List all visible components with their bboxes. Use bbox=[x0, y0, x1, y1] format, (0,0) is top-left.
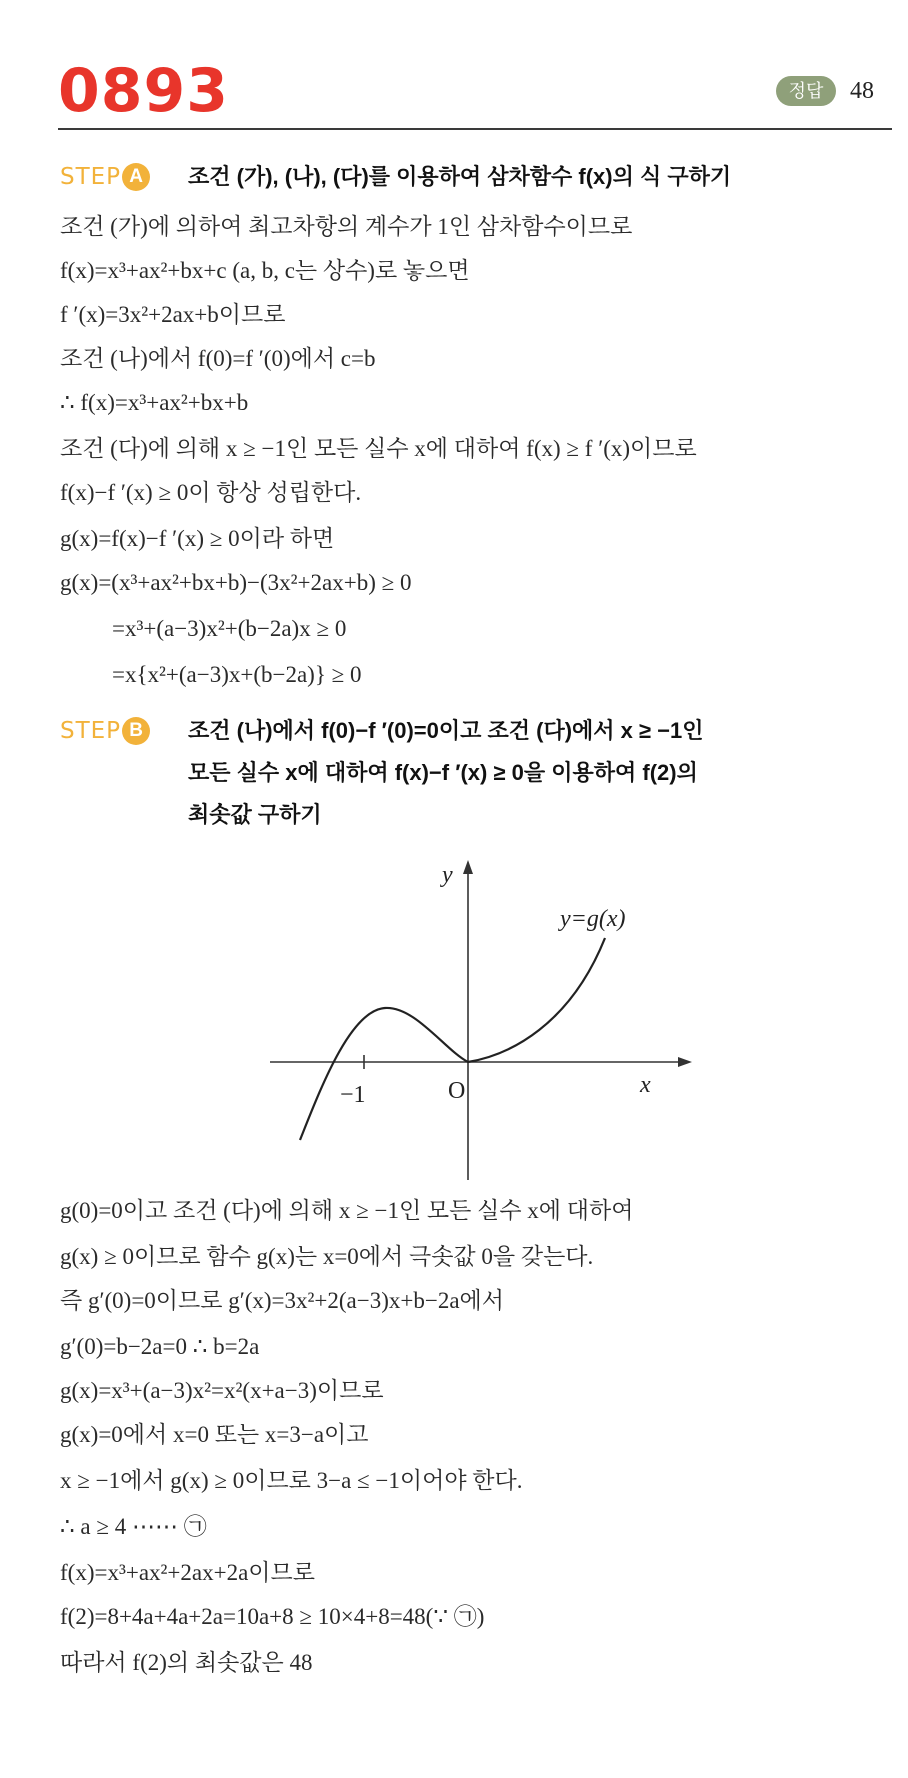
answer-badge: 정답 bbox=[776, 76, 836, 106]
step-a-title: 조건 (가), (나), (다)를 이용하여 삼차함수 f(x)의 식 구하기 bbox=[188, 164, 732, 189]
y-axis-label: y bbox=[442, 862, 453, 888]
step-b-label: STEP bbox=[60, 718, 122, 744]
step-b-line-11: 따라서 f(2)의 최솟값은 48 bbox=[60, 1650, 313, 1675]
step-a-line-2: f(x)=x³+ax²+bx+c (a, b, c는 상수)로 놓으면 bbox=[60, 258, 470, 283]
step-b-title-line-3: 최솟값 구하기 bbox=[188, 802, 322, 827]
step-a-label: STEP bbox=[60, 164, 122, 190]
step-a-line-10: =x³+(a−3)x²+(b−2a)x ≥ 0 bbox=[112, 616, 347, 641]
step-a-line-1: 조건 (가)에 의하여 최고차항의 계수가 1인 삼차함수이므로 bbox=[60, 214, 633, 239]
step-b-line-9: f(x)=x³+ax²+2ax+2a이므로 bbox=[60, 1560, 315, 1585]
step-a-line-9: g(x)=(x³+ax²+bx+b)−(3x²+2ax+b) ≥ 0 bbox=[60, 570, 412, 595]
step-b-badge-icon: B bbox=[122, 717, 150, 745]
step-b-line-4: g′(0)=b−2a=0 ∴ b=2a bbox=[60, 1334, 260, 1359]
step-a-line-6: 조건 (다)에 의해 x ≥ −1인 모든 실수 x에 대하여 f(x) ≥ f ′(x)이므로 bbox=[60, 436, 697, 461]
step-b-line-8: ∴ a ≥ 4 ⋯⋯ ㉠ bbox=[60, 1514, 207, 1539]
step-a-line-5: ∴ f(x)=x³+ax²+bx+b bbox=[60, 390, 249, 415]
graph-figure bbox=[270, 850, 700, 1180]
x-axis-label: x bbox=[640, 1072, 651, 1098]
step-b-line-7: x ≥ −1에서 g(x) ≥ 0이므로 3−a ≤ −1이어야 한다. bbox=[60, 1468, 523, 1493]
step-a-line-11: =x{x²+(a−3)x+(b−2a)} ≥ 0 bbox=[112, 662, 362, 687]
step-b-header bbox=[60, 714, 150, 748]
step-b-title-line-1: 조건 (나)에서 f(0)−f ′(0)=0이고 조건 (다)에서 x ≥ −1인 bbox=[188, 718, 704, 743]
step-a-header bbox=[60, 160, 150, 194]
x-axis-arrow-icon bbox=[678, 1057, 692, 1067]
x-tick-label: −1 bbox=[340, 1082, 366, 1108]
step-b-line-6: g(x)=0에서 x=0 또는 x=3−a이고 bbox=[60, 1422, 369, 1447]
answer-value: 48 bbox=[850, 78, 874, 104]
step-a-line-3: f ′(x)=3x²+2ax+b이므로 bbox=[60, 302, 286, 327]
step-a-line-7: f(x)−f ′(x) ≥ 0이 항상 성립한다. bbox=[60, 480, 362, 505]
origin-label: O bbox=[448, 1078, 466, 1104]
y-axis-arrow-icon bbox=[463, 860, 473, 874]
step-b-line-5: g(x)=x³+(a−3)x²=x²(x+a−3)이므로 bbox=[60, 1378, 384, 1403]
step-a-line-4: 조건 (나)에서 f(0)=f ′(0)에서 c=b bbox=[60, 346, 376, 371]
step-b-title-line-2: 모든 실수 x에 대하여 f(x)−f ′(x) ≥ 0을 이용하여 f(2)의 bbox=[188, 760, 698, 785]
step-b-line-10: f(2)=8+4a+4a+2a=10a+8 ≥ 10×4+8=48(∵ ㉠) bbox=[60, 1604, 485, 1629]
header-divider bbox=[58, 128, 892, 130]
curve-label: y=g(x) bbox=[560, 906, 626, 932]
problem-number: 0893 bbox=[58, 56, 229, 126]
curve-g bbox=[300, 938, 605, 1140]
step-a-badge-icon: A bbox=[122, 163, 150, 191]
step-b-line-1: g(0)=0이고 조건 (다)에 의해 x ≥ −1인 모든 실수 x에 대하여 bbox=[60, 1198, 634, 1223]
step-b-line-2: g(x) ≥ 0이므로 함수 g(x)는 x=0에서 극솟값 0을 갖는다. bbox=[60, 1244, 594, 1269]
step-b-line-3: 즉 g′(0)=0이므로 g′(x)=3x²+2(a−3)x+b−2a에서 bbox=[60, 1288, 504, 1313]
step-a-line-8: g(x)=f(x)−f ′(x) ≥ 0이라 하면 bbox=[60, 526, 335, 551]
graph-svg bbox=[270, 850, 700, 1180]
